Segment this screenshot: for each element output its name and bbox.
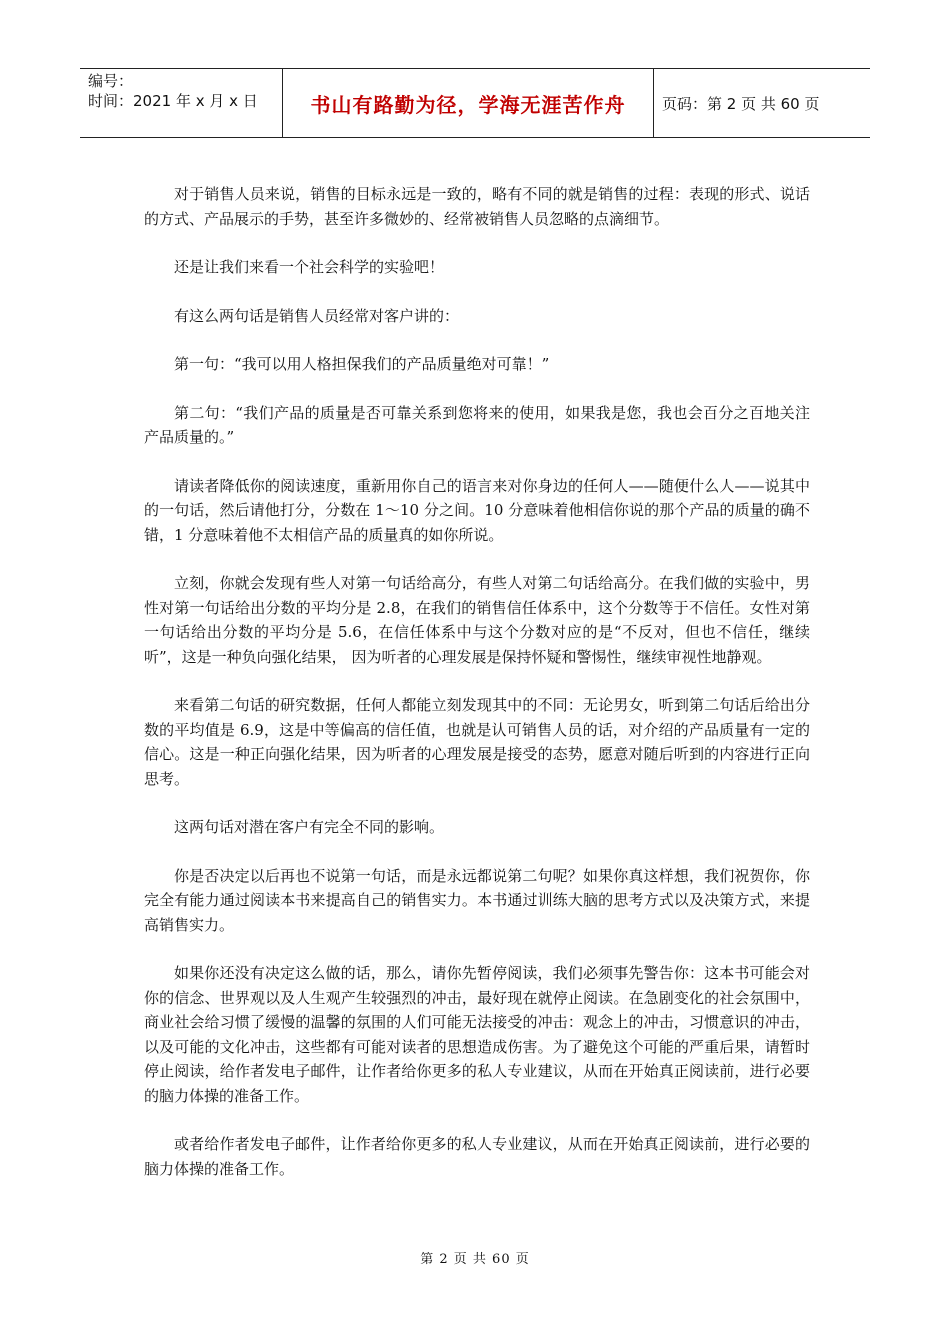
date-line: 时间：2021 年 x 月 x 日: [88, 92, 258, 110]
paragraph: 还是让我们来看一个社会科学的实验吧！: [174, 258, 445, 276]
paragraph: 有这么两句话是销售人员经常对客户讲的：: [174, 306, 460, 325]
paragraph: 这两句话对潜在客户有完全不同的影响。: [174, 818, 445, 836]
header-page-info: 页码：第 2 页 共 60 页: [662, 94, 820, 113]
number-label: 编号：: [88, 72, 134, 90]
paragraph: 第二句：“我们产品的质量是否可靠关系到您将来的使用，如果我是您，我也会百分之百地关注产品质量的。”: [144, 403, 810, 446]
page-header: [80, 68, 870, 138]
page-footer: 第 2 页 共 60 页: [420, 1252, 530, 1267]
paragraph: 来看第二句话的研究数据，任何人都能立刻发现其中的不同：无论男女，听到第二句话后给出分数的平均值是 6.9，这是中等偏高的信任值，也就是认可销售人员的话，对介绍的产品质量有一定的信心。这是一种正向强化结果，因为听者的心理发展是接受的态势，愿意对随后听到的内容进行正向思考。: [144, 696, 810, 788]
header-motto: 书山有路勤为径，学海无涯苦作舟: [282, 69, 654, 137]
paragraph: 对于销售人员来说，销售的目标永远是一致的，略有不同的就是销售的过程：表现的形式、说话的方式、产品展示的手势，甚至许多微妙的、经常被销售人员忽略的点滴细节。: [144, 185, 810, 228]
paragraph: 立刻，你就会发现有些人对第一句话给高分，有些人对第二句话给高分。在我们做的实验中，男性对第一句话给出分数的平均分是 2.8，在我们的销售信任体系中，这个分数等于不信任。女性对第一句话给出分数的平均分是 5.6，在信任体系中与这个分数对应的是“不反对，但也不信任，继续听”，这是一种负向强化结果， 因为听者的心理发展是保持怀疑和警惕性，继续审视性地静观。: [144, 574, 810, 666]
paragraph: 或者给作者发电子邮件，让作者给你更多的私人专业建议，从而在开始真正阅读前，进行必要的脑力体操的准备工作。: [144, 1135, 810, 1178]
paragraph: 你是否决定以后再也不说第一句话，而是永远都说第二句呢？如果你真这样想，我们祝贺你，你完全有能力通过阅读本书来提高自己的销售实力。本书通过训练大脑的思考方式以及决策方式，来提高销售实力。: [144, 866, 810, 934]
paragraph: 如果你还没有决定这么做的话，那么，请你先暂停阅读，我们必须事先警告你：这本书可能会对你的信念、世界观以及人生观产生较强烈的冲击，最好现在就停止阅读。在急剧变化的社会氛围中，商业社会给习惯了缓慢的温馨的氛围的人们可能无法接受的冲击：观念上的冲击，习惯意识的冲击，以及可能的文化冲击，这些都有可能对读者的思想造成伤害。为了避免这个可能的严重后果，请暂时停止阅读，给作者发电子邮件，让作者给你更多的私人专业建议，从而在开始真正阅读前，进行必要的脑力体操的准备工作。: [144, 964, 810, 1105]
document-body: [144, 182, 810, 1205]
paragraph: 请读者降低你的阅读速度，重新用你自己的语言来对你身边的任何人——随便什么人——说其中的一句话，然后请他打分，分数在 1～10 分之间。10 分意味着他相信你说的那个产品的质量的确不错，1 分意味着他不太相信产品的质量真的如你所说。: [144, 476, 810, 544]
paragraph: 第一句：“我可以用人格担保我们的产品质量绝对可靠！”: [174, 355, 550, 373]
header-meta: [80, 69, 282, 137]
